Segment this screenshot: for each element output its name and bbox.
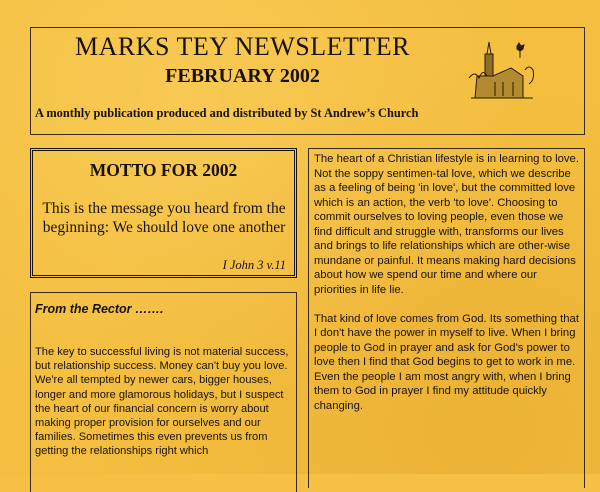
issue-date: FEBRUARY 2002 xyxy=(165,65,320,87)
tagline: A monthly publication produced and distributed by St Andrew’s Church xyxy=(35,106,419,120)
rector-article xyxy=(30,292,297,492)
motto-text: This is the message you heard from the beginning: We should love one another xyxy=(42,200,286,236)
rector-heading: From the Rector ……. xyxy=(35,302,164,316)
paragraph: That kind of love comes from God. Its something that I don't have the power in myself to live. When I bring people to God in prayer and ask for God's power to love then I find that God begins to get to work in me. Even the people I am most angry with, when I bring them to God in prayer I find my attitude quickly changing. xyxy=(314,312,579,412)
right-column-article xyxy=(308,148,585,488)
motto-box xyxy=(30,148,297,278)
masthead xyxy=(30,27,585,135)
motto-title: MOTTO FOR 2002 xyxy=(89,160,238,180)
paragraph: The heart of a Christian lifestyle is in learning to love. Not the soppy sentimen-tal love, which we describe as a feeling of being 'in love', but the committed love which is an action, the verb 'to love'. Choosing to commit ourselves to loving people, even those we find difficult and struggle with, transforms our lives and brings to life relationships which are other-wise mundane or painful. It means making hard decisions about how we spend our time and where our priorities in life lie. xyxy=(314,153,579,296)
church-drawing-icon xyxy=(467,38,537,102)
rector-body: The key to successful living is not material success, but relationship success. Money can't buy you love. We're all tempted by newer cars, bigger houses, longer and more glamorous holidays, but I suspect the heart of our financial concern is worry about making proper provision for ourselves and our families. Sometimes this even prevents us from getting the relationships right which xyxy=(35,346,289,458)
right-column-body xyxy=(314,152,582,428)
newsletter-title: MARKS TEY NEWSLETTER xyxy=(75,32,410,61)
motto-reference: I John 3 v.11 xyxy=(222,258,286,272)
